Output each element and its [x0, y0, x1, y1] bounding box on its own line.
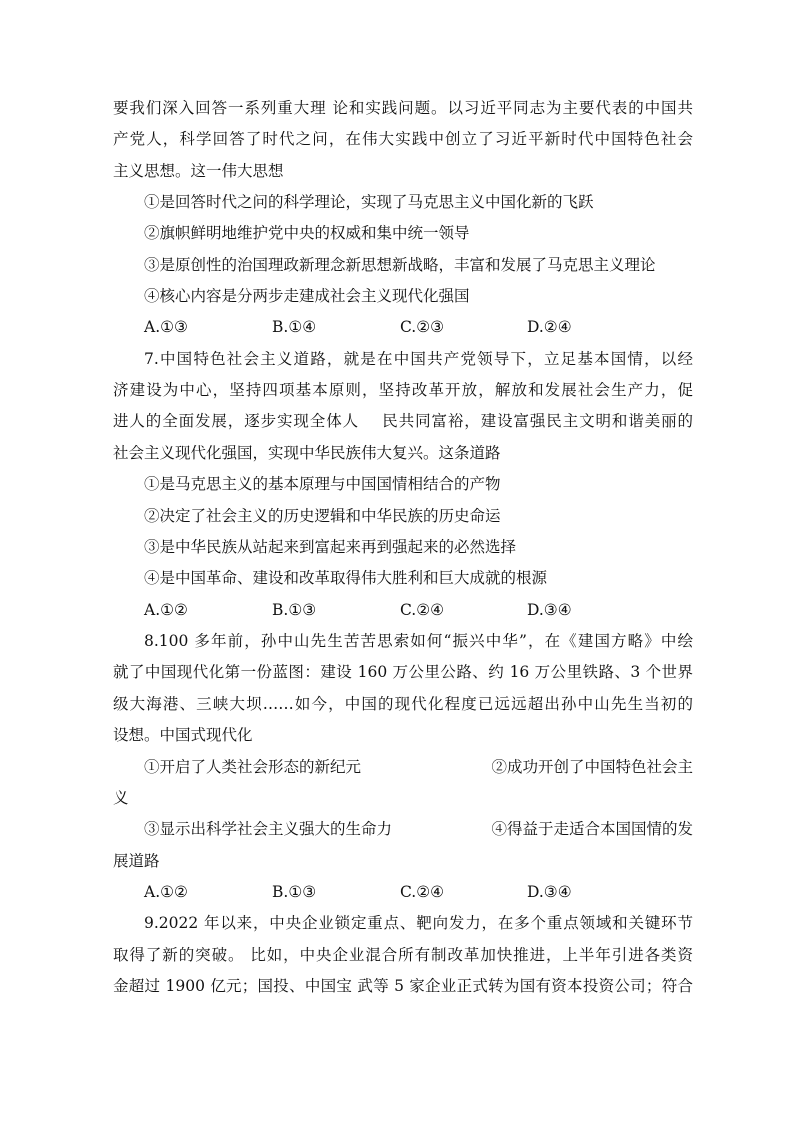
q7-options	[144, 600, 644, 620]
q8-options	[144, 882, 644, 902]
q6-option-a: A.①③	[144, 318, 188, 336]
q7-item-1: ①是马克思主义的基本原理与中国国情相结合的产物	[144, 475, 501, 493]
q6-options	[144, 317, 644, 337]
q7-stem-line-1: 7.中国特色社会主义道路，就是在中国共产党领导下，立足基本国情，以经	[144, 350, 693, 368]
q7-stem-line-2: 济建设为中心，坚持四项基本原则，坚持改革开放，解放和发展社会生产力，促	[113, 381, 693, 399]
q8-item-2: ②成功开创了中国特色社会主	[491, 758, 693, 776]
q8-item-2-continued: 义	[113, 789, 129, 807]
q7-option-a: A.①②	[144, 601, 188, 619]
q8-option-a: A.①②	[144, 883, 188, 901]
q6-option-d: D.②④	[527, 318, 572, 336]
q6-item-4: ④核心内容是分两步走建成社会主义现代化强国	[144, 287, 470, 305]
q6-item-3: ③是原创性的治国理政新理念新思想新战略，丰富和发展了马克思主义理论	[144, 256, 656, 274]
q7-stem-line-4: 社会主义现代化强国，实现中华民族伟大复兴。这条道路	[113, 444, 501, 462]
q6-option-b: B.①④	[272, 318, 317, 336]
q8-item-4: ④得益于走适合本国国情的发	[491, 820, 693, 838]
q8-items-row-1	[144, 757, 693, 777]
q8-option-b: B.①③	[272, 883, 317, 901]
q8-option-c: C.②④	[400, 883, 445, 901]
q8-item-1: ①开启了人类社会形态的新纪元	[144, 758, 362, 776]
q6-item-1: ①是回答时代之问的科学理论，实现了马克思主义中国化新的飞跃	[144, 193, 594, 211]
q9-stem-line-3: 金超过 1900 亿元；国投、中国宝 武等 5 家企业正式转为国有资本投资公司；符合	[113, 977, 693, 995]
q9-stem-line-1: 9.2022 年以来，中央企业锁定重点、靶向发力，在多个重点领域和关键环节	[144, 914, 693, 932]
q8-stem-line-4: 设想。中国式现代化	[113, 726, 253, 744]
q8-stem-line-2: 就了中国现代化第一份蓝图：建设 160 万公里公路、约 16 万公里铁路、3 个世界	[113, 663, 693, 681]
q9-stem-line-2: 取得了新的突破。 比如，中央企业混合所有制改革加快推进，上半年引进各类资	[113, 946, 693, 964]
q8-item-3: ③显示出科学社会主义强大的生命力	[144, 820, 393, 838]
q7-item-3: ③是中华民族从站起来到富起来再到强起来的必然选择	[144, 538, 517, 556]
q7-option-b: B.①③	[272, 601, 317, 619]
q8-stem-line-1: 8.100 多年前，孙中山先生苦苦思索如何“振兴中华”，在《建国方略》中绘	[144, 632, 693, 650]
q7-stem-line-3: 进人的全面发展，逐步实现全体人 民共同富裕，建设富强民主文明和谐美丽的	[113, 412, 693, 430]
q6-item-2: ②旗帜鲜明地维护党中央的权威和集中统一领导	[144, 224, 470, 242]
q7-option-c: C.②④	[400, 601, 445, 619]
q7-item-2: ②决定了社会主义的历史逻辑和中华民族的历史命运	[144, 507, 501, 525]
q7-option-d: D.③④	[527, 601, 572, 619]
q6-stem-line-3: 主义思想。这一伟大思想	[113, 162, 284, 180]
q6-stem-line-2: 产党人，科学回答了时代之问，在伟大实践中创立了习近平新时代中国特色社会	[113, 130, 693, 148]
q6-stem-line-1: 要我们深入回答一系列重大理 论和实践问题。以习近平同志为主要代表的中国共	[113, 99, 693, 117]
q7-item-4: ④是中国革命、建设和改革取得伟大胜利和巨大成就的根源	[144, 569, 548, 587]
q6-option-c: C.②③	[400, 318, 445, 336]
q8-item-4-continued: 展道路	[113, 852, 160, 870]
q8-items-row-2	[144, 819, 693, 839]
q8-stem-line-3: 级大海港、三峡大坝……如今，中国的现代化程度已远远超出孙中山先生当初的	[113, 695, 693, 713]
q8-option-d: D.③④	[527, 883, 572, 901]
